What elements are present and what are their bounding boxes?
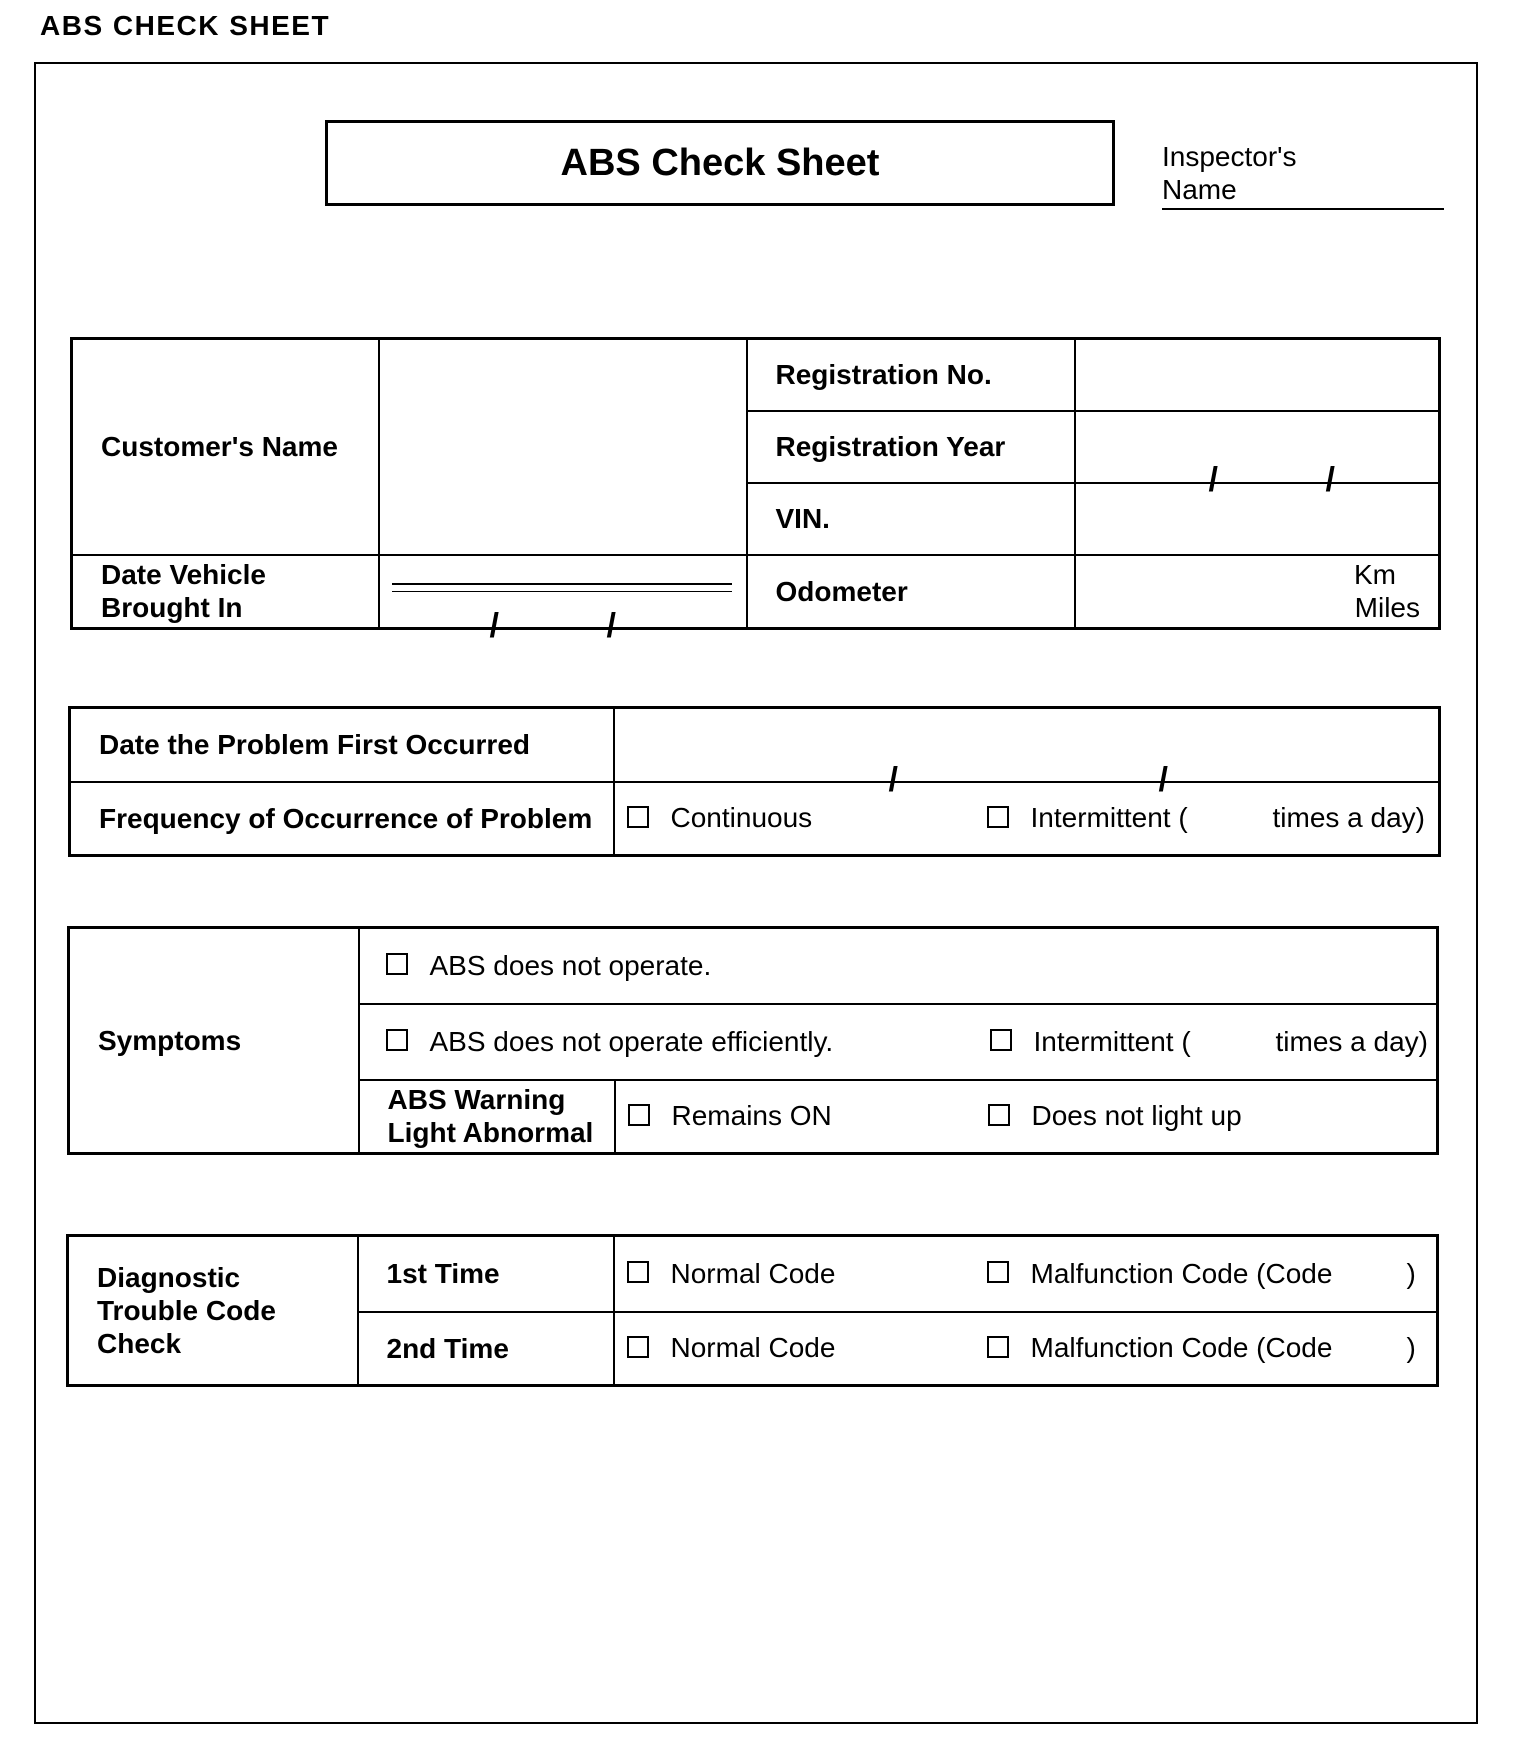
vin-field[interactable] [1075,483,1440,555]
abs-not-operate-row [359,928,1438,1004]
remains-on-option[interactable] [628,1100,988,1132]
date-separator: / [489,607,499,646]
date-vehicle-brought-in-label [72,555,379,629]
frequency-options [614,782,1440,856]
does-not-light-label: Does not light up [1031,1100,1242,1132]
times-a-day-label: times a day) [1275,1025,1428,1057]
warning-light-options [615,1080,1438,1154]
close-paren: ) [1406,1332,1416,1364]
checkbox-icon[interactable] [627,806,649,828]
form-frame [34,62,1478,1724]
malfunction-code-label: Malfunction Code (Code [1030,1257,1333,1289]
problem-occurrence-table [68,706,1441,857]
dtc-check-table [66,1234,1439,1387]
date-separator: / [1325,460,1335,499]
date-first-occurred-field[interactable] [614,708,1440,799]
checkbox-icon[interactable] [990,1029,1012,1051]
intermittent-label: Intermittent ( [1033,1025,1191,1057]
checkbox-icon[interactable] [628,1104,650,1126]
vin-label: VIN. [747,483,1075,555]
date-vehicle-label-line1: Date Vehicle [101,559,266,591]
abs-not-efficient-label: ABS does not operate efficiently. [429,1025,834,1057]
malfunction-code-option[interactable] [987,1258,1407,1290]
symptoms-label: Symptoms [69,928,359,1154]
times-a-day-label: times a day) [1272,802,1425,834]
normal-code-label: Normal Code [670,1257,836,1289]
date-separator: / [1208,460,1218,499]
date-separator: / [1158,760,1168,799]
continuous-option[interactable] [627,802,987,834]
inspector-label: Inspector's Name [1162,141,1297,205]
first-time-options [614,1236,1438,1312]
date-separator: / [888,760,898,799]
checkbox-icon[interactable] [627,1336,649,1358]
abs-not-efficient-option[interactable] [386,1026,990,1058]
page-heading: ABS CHECK SHEET [40,10,331,41]
customer-name-field[interactable] [379,339,747,555]
inspector-name-field[interactable] [1162,140,1444,210]
normal-code-label: Normal Code [670,1332,836,1364]
customer-name-line [392,583,732,585]
checkbox-icon[interactable] [988,1104,1010,1126]
registration-no-label: Registration No. [747,339,1075,411]
continuous-label: Continuous [670,802,813,834]
normal-code-option[interactable] [627,1258,987,1290]
abs-warning-light-label [359,1080,615,1154]
customer-name-label: Customer's Name [72,339,379,555]
warning-label-line2: Light Abnormal [387,1117,594,1149]
dtc-label-line2: Trouble Code [97,1295,276,1326]
dtc-label-line1: Diagnostic [97,1262,241,1293]
close-paren: ) [1406,1257,1416,1289]
checkbox-icon[interactable] [987,1261,1009,1283]
normal-code-option[interactable] [627,1332,987,1364]
symptoms-table [67,926,1439,1155]
warning-label-line1: ABS Warning [387,1084,566,1116]
date-separator: / [606,607,616,646]
malfunction-code-option[interactable] [987,1332,1407,1364]
abs-not-efficient-row [359,1004,1438,1080]
intermittent-option[interactable] [990,1026,1276,1058]
abs-not-operate-option[interactable] [386,950,712,982]
remains-on-label: Remains ON [671,1100,832,1132]
does-not-light-option[interactable] [988,1100,1242,1132]
date-vehicle-label-line2: Brought In [101,592,243,624]
checkbox-icon[interactable] [987,1336,1009,1358]
checkbox-icon[interactable] [987,806,1009,828]
malfunction-code-label: Malfunction Code (Code [1030,1332,1333,1364]
date-first-occurred-label: Date the Problem First Occurred [70,708,614,782]
odometer-field[interactable] [1075,555,1440,629]
abs-not-operate-label: ABS does not operate. [429,949,712,981]
dtc-check-label [68,1236,358,1386]
intermittent-label: Intermittent ( [1030,802,1188,834]
form-title: ABS Check Sheet [325,120,1115,206]
customer-vehicle-table [70,337,1441,646]
checkbox-icon[interactable] [386,953,408,975]
second-time-options [614,1312,1438,1386]
odometer-unit-miles: Miles [1354,592,1420,624]
second-time-label: 2nd Time [358,1312,614,1386]
first-time-label: 1st Time [358,1236,614,1312]
checkbox-icon[interactable] [627,1261,649,1283]
registration-year-label: Registration Year [747,411,1075,483]
odometer-label: Odometer [747,555,1075,629]
registration-year-field[interactable] [1075,411,1440,499]
dtc-label-line3: Check [97,1328,182,1359]
checkbox-icon[interactable] [386,1029,408,1051]
registration-no-field[interactable] [1075,339,1440,411]
customer-name-line-2 [392,591,732,592]
intermittent-option[interactable] [987,802,1273,834]
odometer-unit-km: Km [1354,559,1396,591]
frequency-label: Frequency of Occurrence of Problem [70,782,614,856]
